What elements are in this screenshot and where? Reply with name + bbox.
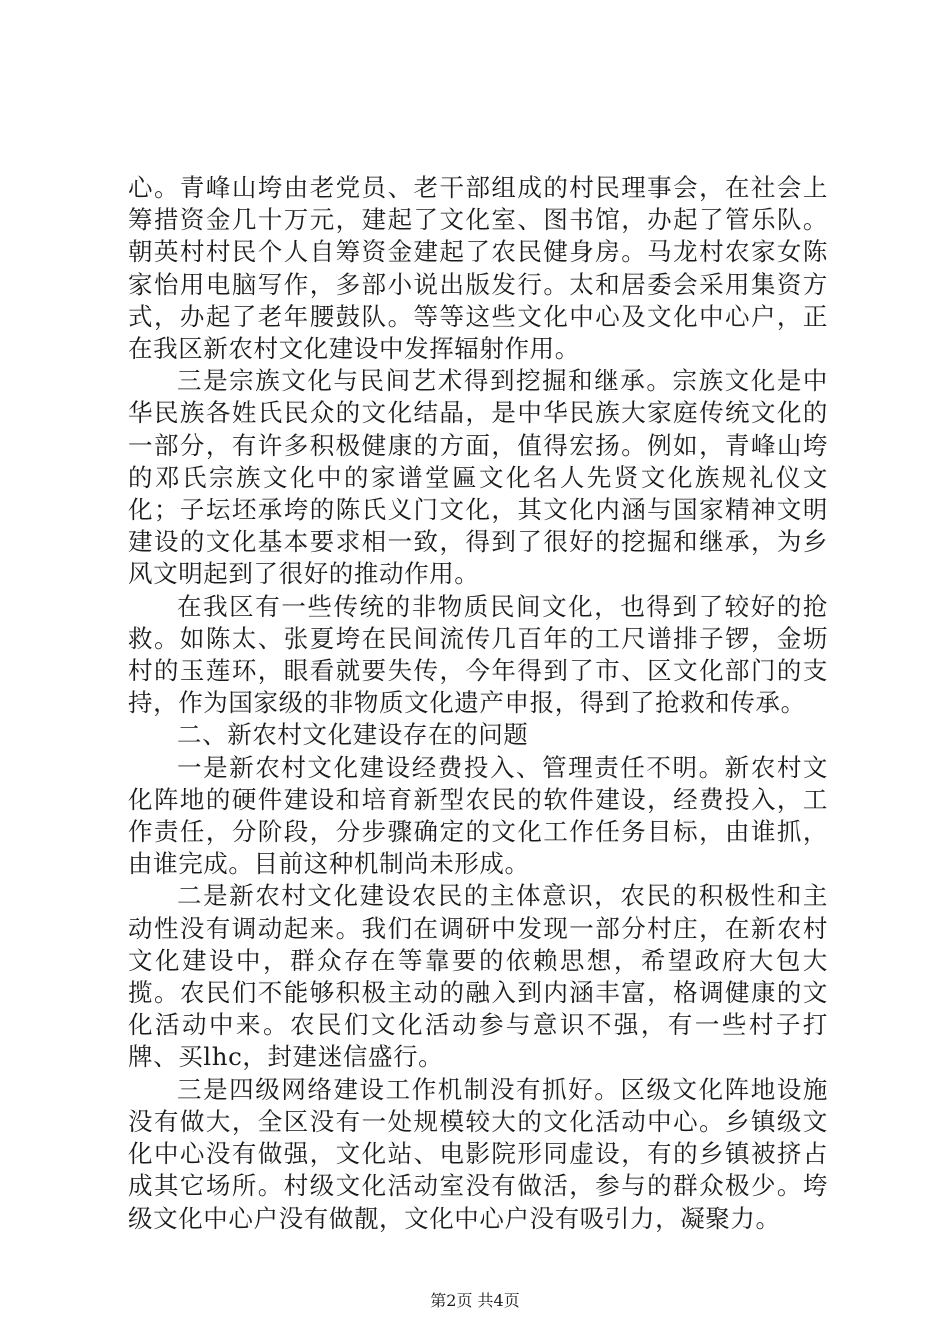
paragraph-problem-network: 三是四级网络建设工作机制没有抓好。区级文化阵地设施没有做大，全区没有一处规模较大的文化活动中心。乡镇级文化中心没有做强，文化站、电影院形同虚设，有的乡镇被挤占成其它场所。村级文化活动室没有做活，参与的群众极少。垮级文化中心户没有做靓，文化中心户没有吸引力，凝聚力。 [128,1074,828,1233]
paragraph-problem-funding: 一是新农村文化建设经费投入、管理责任不明。新农村文化阵地的硬件建设和培育新型农民的软件建设，经费投入，工作责任，分阶段，分步骤确定的文化工作任务目标，由谁抓，由谁完成。目前这种机制尚未形成。 [128,752,828,879]
paragraph-problem-farmer-initiative: 二是新农村文化建设农民的主体意识，农民的积极性和主动性没有调动起来。我们在调研中发现一部分村庄，在新农村文化建设中，群众存在等靠要的依赖思想，希望政府大包大揽。农民们不能够积极主动的融入到内涵丰富，格调健康的文化活动中来。农民们文化活动参与意识不强，有一些村子打牌、买lhc，封建迷信盛行。 [128,881,828,1072]
section-heading-problems: 二、新农村文化建设存在的问题 [177,720,529,750]
body-text [128,172,828,1235]
paragraph-clan-culture: 三是宗族文化与民间艺术得到挖掘和继承。宗族文化是中华民族各姓氏民众的文化结晶，是中华民族大家庭传统文化的一部分，有许多积极健康的方面，值得宏扬。例如，青峰山垮的邓氏宗族文化中的家谱堂匾文化名人先贤文化族规礼仪文化；子坛坯承垮的陈氏义门文化，其文化内涵与国家精神文明建设的文化基本要求相一致，得到了很好的挖掘和继承，为乡风文明起到了很好的推动作用。 [128,366,828,589]
paragraph-cultural-centers: 心。青峰山垮由老党员、老干部组成的村民理事会，在社会上筹措资金几十万元，建起了文化室、图书馆，办起了管乐队。朝英村村民个人自筹资金建起了农民健身房。马龙村农家女陈家怡用电脑写作，多部小说出版发行。太和居委会采用集资方式，办起了老年腰鼓队。等等这些文化中心及文化中心户，正在我区新农村文化建设中发挥辐射作用。 [128,173,828,364]
page-number-footer: 第2页 共4页 [430,1291,520,1310]
paragraph-intangible-heritage: 在我区有一些传统的非物质民间文化，也得到了较好的抢救。如陈太、张夏垮在民间流传几百年的工尺谱排子锣，金坜村的玉莲环，眼看就要失传，今年得到了市、区文化部门的支持，作为国家级的非物质文化遗产申报，得到了抢救和传承。 [128,591,828,718]
